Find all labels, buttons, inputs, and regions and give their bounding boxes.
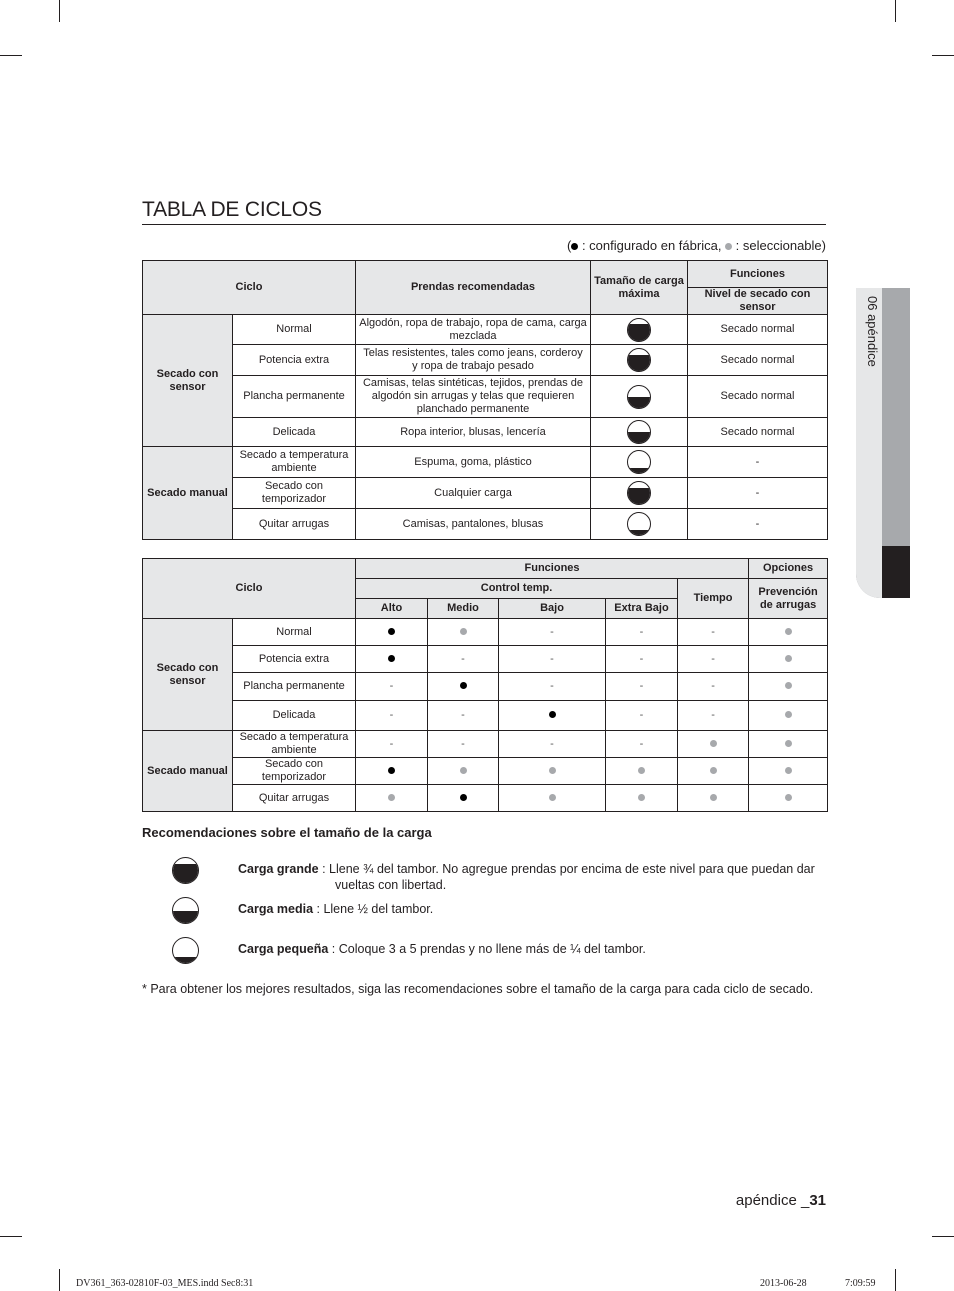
dash-mark: - — [461, 709, 465, 721]
function-cell — [428, 619, 499, 646]
header-nivel: Nivel de secado con sensor — [688, 288, 828, 315]
header-medio: Medio — [428, 599, 499, 619]
dry-level: Secado normal — [688, 345, 828, 376]
drum-fill — [628, 468, 650, 474]
table-row — [143, 785, 828, 812]
dash-mark: - — [639, 625, 644, 638]
function-cell — [678, 731, 749, 758]
table-row — [143, 673, 828, 701]
dry-level: - — [688, 447, 828, 478]
function-cell — [356, 785, 428, 812]
load-drum-icon — [627, 348, 651, 372]
recommended-garments: Camisas, telas sintéticas, tejidos, prendas de algodón sin arrugas y telas que requieren planchado permanente — [356, 376, 591, 418]
recommendation-label: Carga pequeña — [238, 942, 329, 956]
selectable-dot-icon — [785, 655, 792, 662]
cycle-name: Normal — [233, 619, 356, 646]
dash-mark: - — [461, 652, 465, 665]
crop-mark — [0, 55, 22, 56]
function-cell — [499, 673, 606, 701]
drum-fill — [173, 911, 198, 924]
legend: ( : configurado en fábrica, : seleccionable) — [567, 238, 826, 253]
cycle-name: Quitar arrugas — [233, 785, 356, 812]
function-cell — [428, 701, 499, 731]
footer-section: apéndice _ — [735, 1192, 810, 1209]
function-cell — [428, 758, 499, 785]
function-cell — [499, 646, 606, 673]
group-label: Secado con sensor — [143, 619, 233, 731]
load-drum-icon — [627, 481, 651, 505]
cycle-name: Normal — [233, 315, 356, 345]
cycle-name: Delicada — [233, 701, 356, 731]
slug-file: DV361_363-02810F-03_MES.indd Sec8:31 — [76, 1278, 254, 1289]
dash-mark: - — [550, 737, 554, 750]
header-tiempo: Tiempo — [678, 579, 749, 619]
dash-mark: - — [389, 680, 394, 692]
max-load-cell — [591, 418, 688, 447]
table-row — [143, 758, 828, 785]
function-cell — [428, 646, 499, 673]
drum-fill — [173, 864, 198, 883]
selectable-dot-icon — [388, 794, 395, 801]
max-load-cell — [591, 345, 688, 376]
dash-mark: - — [639, 680, 644, 692]
cycle-name: Quitar arrugas — [233, 509, 356, 540]
dash-mark: - — [550, 652, 554, 665]
table-row — [143, 646, 828, 673]
header-tamano: Tamaño de carga máxima — [591, 261, 688, 315]
dash-mark: - — [711, 709, 715, 721]
factory-dot-icon — [460, 794, 467, 801]
function-cell — [606, 646, 678, 673]
table-row — [143, 478, 828, 509]
function-cell — [678, 646, 749, 673]
drum-fill — [173, 957, 198, 963]
function-cell — [678, 785, 749, 812]
function-cell — [749, 758, 828, 785]
function-cell — [356, 646, 428, 673]
function-cell — [428, 731, 499, 758]
footnote: * Para obtener los mejores resultados, siga las recomendaciones sobre el tamaño de la carga para cada ciclo de secado. — [142, 982, 814, 996]
dash-mark: - — [639, 737, 644, 750]
function-cell — [428, 785, 499, 812]
dash-mark: - — [389, 737, 394, 750]
cycle-name: Plancha permanente — [233, 376, 356, 418]
dash-mark: - — [461, 737, 465, 750]
header-ciclo: Ciclo — [143, 261, 356, 315]
recommended-garments: Cualquier carga — [356, 478, 591, 509]
dash-mark: - — [639, 709, 644, 721]
dash-mark: - — [711, 680, 715, 692]
recommended-garments: Camisas, pantalones, blusas — [356, 509, 591, 540]
dry-level: Secado normal — [688, 315, 828, 345]
max-load-cell — [591, 376, 688, 418]
function-cell — [749, 785, 828, 812]
recommendations-title: Recomendaciones sobre el tamaño de la carga — [142, 825, 432, 840]
dash-mark: - — [711, 652, 715, 665]
load-drum-icon — [627, 420, 651, 444]
selectable-dot-icon — [460, 767, 467, 774]
cycle-name: Secado a temperatura ambiente — [233, 731, 356, 758]
max-load-cell — [591, 315, 688, 345]
side-tab-marker — [882, 546, 910, 598]
header-extra-bajo: Extra Bajo — [606, 599, 678, 619]
function-cell — [606, 731, 678, 758]
function-cell — [678, 758, 749, 785]
function-cell — [749, 619, 828, 646]
load-drum-icon — [627, 385, 651, 409]
selectable-dot-icon — [638, 794, 645, 801]
function-cell — [356, 731, 428, 758]
function-cell — [606, 758, 678, 785]
table-row — [143, 315, 828, 345]
load-drum-icon — [172, 857, 199, 884]
cycle-name: Secado a temperatura ambiente — [233, 447, 356, 478]
crop-mark — [895, 1269, 896, 1291]
table-row — [143, 418, 828, 447]
selectable-dot-icon — [710, 740, 717, 747]
factory-dot-icon — [388, 628, 395, 635]
group-label: Secado con sensor — [143, 315, 233, 447]
selectable-dot-icon — [785, 682, 792, 689]
function-cell — [356, 673, 428, 701]
crop-mark — [932, 1236, 954, 1237]
function-cell — [749, 646, 828, 673]
selectable-dot-icon — [710, 767, 717, 774]
max-load-cell — [591, 509, 688, 540]
function-cell — [428, 673, 499, 701]
drum-fill — [628, 355, 650, 372]
header-ciclo: Ciclo — [143, 559, 356, 619]
load-drum-icon — [172, 937, 199, 964]
function-cell — [356, 619, 428, 646]
dash-mark: - — [550, 625, 554, 638]
table-row — [143, 731, 828, 758]
function-cell — [499, 701, 606, 731]
dry-level: - — [688, 478, 828, 509]
function-cell — [499, 731, 606, 758]
dry-level: Secado normal — [688, 418, 828, 447]
header-funciones: Funciones — [356, 559, 749, 579]
functions-table — [142, 558, 828, 812]
selectable-dot-icon — [549, 767, 556, 774]
function-cell — [749, 701, 828, 731]
selectable-dot-icon — [785, 740, 792, 747]
function-cell — [499, 758, 606, 785]
selectable-dot-icon — [785, 767, 792, 774]
max-load-cell — [591, 478, 688, 509]
cycles-table — [142, 260, 828, 540]
header-prendas: Prendas recomendadas — [356, 261, 591, 315]
recommendation-text — [238, 901, 828, 917]
header-opciones: Opciones — [749, 559, 828, 579]
function-cell — [606, 701, 678, 731]
recommendation-label: Carga media — [238, 902, 314, 916]
crop-mark — [59, 1269, 60, 1291]
factory-dot-icon — [388, 767, 395, 774]
recommended-garments: Ropa interior, blusas, lencería — [356, 418, 591, 447]
cycle-name: Potencia extra — [233, 646, 356, 673]
function-cell — [356, 758, 428, 785]
table-row — [143, 345, 828, 376]
slug-date: 2013-06-28 — [760, 1278, 807, 1289]
cycle-name: Secado con temporizador — [233, 758, 356, 785]
dash-mark: - — [550, 680, 554, 692]
dry-level: - — [688, 509, 828, 540]
function-cell — [678, 673, 749, 701]
recommendation-desc: : Coloque 3 a 5 prendas y no llene más de ¼ del tambor. — [328, 942, 646, 956]
page-title: TABLA DE CICLOS — [142, 198, 322, 221]
selectable-dot-icon — [638, 767, 645, 774]
side-tab-label: 06 apéndice — [865, 296, 880, 367]
header-bajo: Bajo — [499, 599, 606, 619]
recommendation-text — [238, 941, 828, 957]
function-cell — [606, 673, 678, 701]
function-cell — [749, 673, 828, 701]
header-prevencion: Prevención de arrugas — [749, 579, 828, 619]
table-row — [143, 701, 828, 731]
dash-mark: - — [389, 709, 394, 721]
recommendation-label: Carga grande — [238, 862, 319, 876]
factory-dot-icon — [388, 655, 395, 662]
drum-fill — [628, 530, 650, 536]
selectable-dot-icon — [785, 628, 792, 635]
drum-fill — [628, 324, 650, 341]
dry-level: Secado normal — [688, 376, 828, 418]
selectable-dot-icon — [785, 711, 792, 718]
recommended-garments: Telas resistentes, tales como jeans, corderoy y ropa de trabajo pesado — [356, 345, 591, 376]
dash-mark: - — [711, 625, 715, 638]
header-funciones: Funciones — [688, 261, 828, 288]
group-label: Secado manual — [143, 447, 233, 540]
page-footer — [600, 1192, 826, 1209]
load-drum-icon — [172, 897, 199, 924]
selectable-dot-icon — [710, 794, 717, 801]
crop-mark — [895, 0, 896, 22]
table-row — [143, 619, 828, 646]
recommendation-desc: : Llene ¾ del tambor. No agregue prendas por encima de este nivel para que puedan dar vueltas con libertad. — [318, 862, 815, 892]
cycle-name: Potencia extra — [233, 345, 356, 376]
selectable-dot-icon — [725, 243, 732, 250]
function-cell — [499, 785, 606, 812]
table-row — [143, 376, 828, 418]
table-row — [143, 509, 828, 540]
function-cell — [606, 785, 678, 812]
factory-dot-icon — [549, 711, 556, 718]
function-cell — [749, 731, 828, 758]
recommended-garments: Algodón, ropa de trabajo, ropa de cama, carga mezclada — [356, 315, 591, 345]
drum-fill — [628, 397, 650, 408]
drum-fill — [628, 432, 650, 443]
crop-mark — [0, 1236, 22, 1237]
group-label: Secado manual — [143, 731, 233, 812]
recommended-garments: Espuma, goma, plástico — [356, 447, 591, 478]
table-row — [143, 447, 828, 478]
cycle-name: Plancha permanente — [233, 673, 356, 701]
cycle-name: Delicada — [233, 418, 356, 447]
recommendation-text — [238, 861, 815, 893]
drum-fill — [628, 488, 650, 505]
function-cell — [678, 619, 749, 646]
load-drum-icon — [627, 450, 651, 474]
selectable-dot-icon — [549, 794, 556, 801]
selectable-dot-icon — [460, 628, 467, 635]
section-side-tab — [856, 288, 910, 598]
function-cell — [678, 701, 749, 731]
load-drum-icon — [627, 512, 651, 536]
cycle-name: Secado con temporizador — [233, 478, 356, 509]
function-cell — [606, 619, 678, 646]
load-drum-icon — [627, 318, 651, 342]
factory-dot-icon — [460, 682, 467, 689]
title-divider — [142, 224, 826, 225]
header-control-temp: Control temp. — [356, 579, 678, 599]
header-alto: Alto — [356, 599, 428, 619]
dash-mark: - — [639, 652, 644, 665]
page-number: 31 — [809, 1192, 826, 1209]
function-cell — [356, 701, 428, 731]
slug-time: 7:09:59 — [845, 1278, 876, 1289]
max-load-cell — [591, 447, 688, 478]
crop-mark — [59, 0, 60, 22]
crop-mark — [932, 55, 954, 56]
recommendation-desc: : Llene ½ del tambor. — [313, 902, 434, 916]
selectable-dot-icon — [785, 794, 792, 801]
function-cell — [499, 619, 606, 646]
